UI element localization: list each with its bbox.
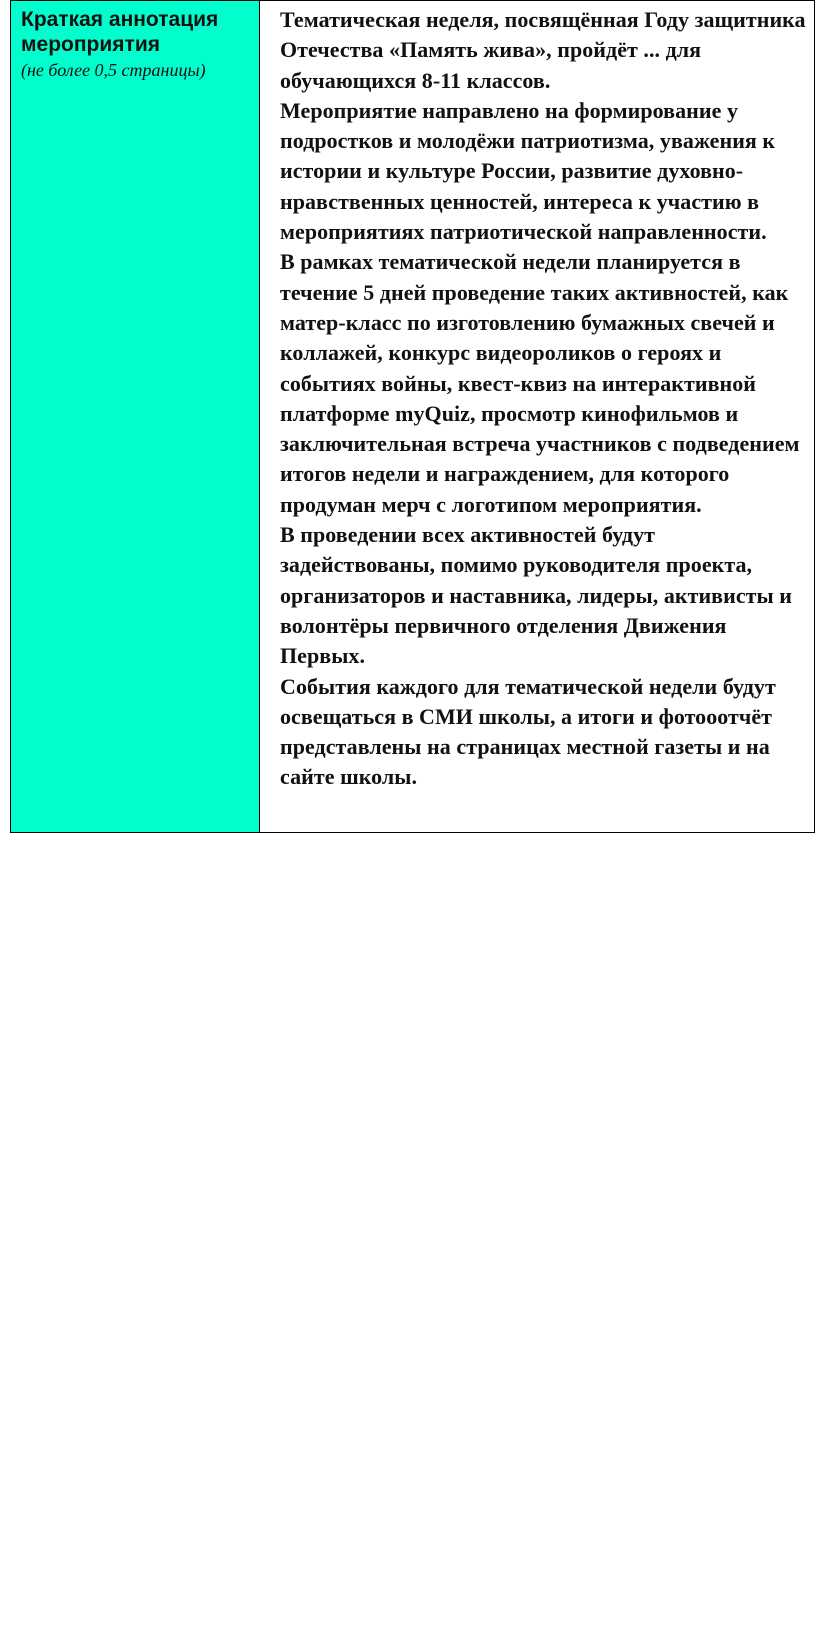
content-paragraph: В проведении всех активностей будут задействованы, помимо руководителя проекта, организаторов и наставника, лидеры, активисты и волонтёры первичного отделения Движения Первых.: [280, 522, 793, 669]
label-note: (не более 0,5 страницы): [21, 60, 206, 80]
content-paragraph: Тематическая неделя, посвящённая Году защитника Отечества «Память жива», пройдёт ... для обучающихся 8-11 классов.: [280, 7, 806, 93]
label-title: Краткая аннотация мероприятия: [21, 8, 219, 56]
annotation-row: [11, 1, 815, 833]
content-cell: [260, 1, 815, 833]
annotation-table: [10, 0, 815, 833]
content-paragraph: События каждого для тематической недели будут освещаться в СМИ школы, а итоги и фотооотчёт представлены на страницах местной газеты и на сайте школы.: [280, 673, 776, 790]
content-paragraph: В рамках тематической недели планируется в течение 5 дней проведение таких активностей, как матер-класс по изготовлению бумажных свечей и коллажей, конкурс видеороликов о героях и событиях войны, квест-квиз на интерактивной платформе myQuiz, просмотр кинофильмов и заключительная встреча участников с подведением итогов недели и награждением, для которого продуман мерч с логотипом мероприятия.: [280, 249, 800, 517]
content-paragraph: Мероприятие направлено на формирование у подростков и молодёжи патриотизма, уважения к истории и культуре России, развитие духовно-нравственных ценностей, интереса к участию в мероприятиях патриотической направленности.: [280, 97, 776, 245]
label-cell: [11, 1, 260, 833]
